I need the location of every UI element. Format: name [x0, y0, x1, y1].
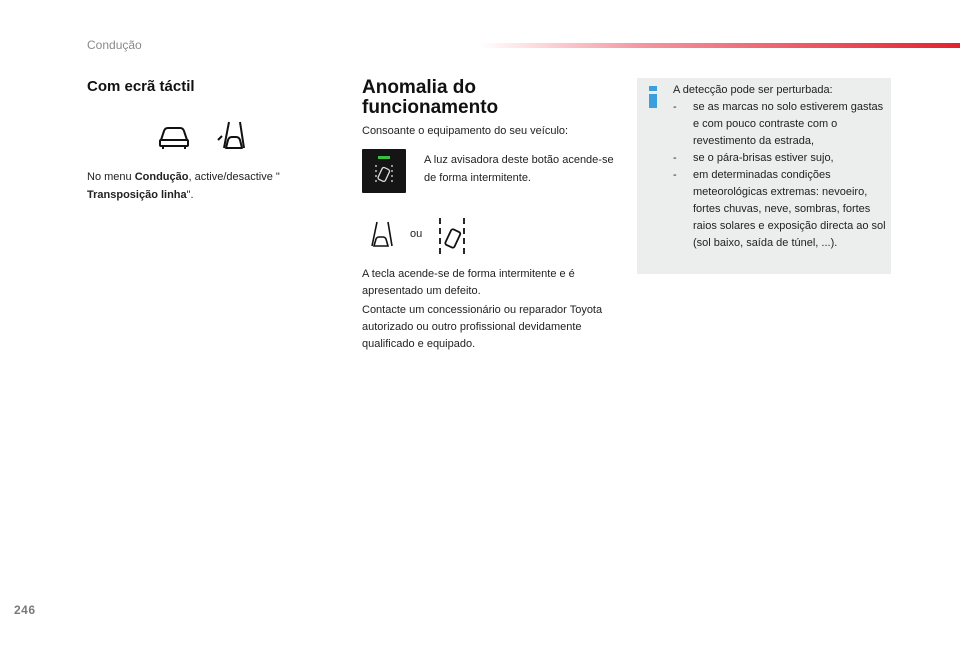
car-front-icon	[160, 128, 188, 149]
alt-icons	[368, 216, 478, 256]
info-item: - se as marcas no solo estiverem gastas e com pouco contraste com o revestimento da estrada,	[673, 101, 884, 147]
section-title: Condução	[87, 38, 142, 52]
heading-malfunction: Anomalia do funcionamento	[362, 77, 499, 118]
or-label: ou	[410, 228, 423, 240]
info-intro: A detecção pode ser perturbada:	[673, 84, 833, 96]
menu-instruction: No menu Condução, active/desactive " Transposição linha".	[87, 171, 280, 201]
lane-departure-outline-icon	[372, 222, 392, 246]
lane-departure-icon	[218, 122, 244, 148]
equipment-note: Consoante o equipamento do seu veículo:	[362, 125, 569, 137]
info-text	[673, 82, 891, 252]
info-item: - em determinadas condições meteorológicas extremas: nevoeiro, fortes chuvas, neve, sombras, fortes raios solares e exposição directa ao sol (sol baixo, saída de túnel, ...).	[673, 169, 886, 249]
key-flash-text: A tecla acende-se de forma intermitente e é apresentado um defeito.	[362, 268, 575, 297]
contact-dealer-text: Contacte um concessionário ou reparador Toyota autorizado ou outro profissional devidamente qualificado e equipado.	[362, 304, 603, 350]
heading-touchscreen: Com ecrã táctil	[87, 78, 195, 95]
info-item: - se o pára-brisas estiver sujo,	[673, 152, 834, 164]
page-number: 246	[14, 603, 36, 617]
header-accent-bar	[480, 43, 960, 48]
warning-button-icon	[362, 149, 406, 193]
lane-keep-button-icon	[440, 218, 464, 254]
left-icons	[156, 118, 256, 154]
info-icon	[648, 86, 658, 108]
warning-light-text: A luz avisadora deste botão acende-se de forma intermitente.	[424, 154, 614, 184]
